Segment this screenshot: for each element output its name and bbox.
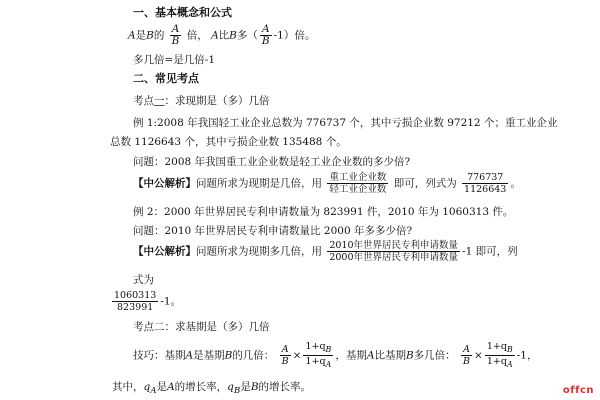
tip-formula: 技巧：基期A是基期B的几倍： $\frac{A}{B}$ × $\frac{1+q_B}{1+q_A}$ ，基期A比基期B多几倍： $\frac{A}{B}$ × $\frac{1+q_B}{1+q_A}$ -1，: [133, 341, 538, 369]
analysis-two-result: $\frac{1060313}{823991}$ -1。: [114, 290, 182, 313]
point-two-heading: 考点二：求基期是（多）几倍: [133, 321, 270, 333]
fraction-heavy-over-light: $\frac{\text{重工业企业数}}{\text{轻工业企业数}}$: [329, 172, 387, 195]
section-title-points: 二、常见考点: [133, 72, 199, 85]
fraction-a-over-b-2: $\frac{A}{B}$: [261, 23, 270, 47]
question-one: 问题：2008 年我国重工业企业数是轻工业企业数的多少倍?: [133, 156, 411, 168]
example-one-line1: 例 1:2008 年我国轻工业企业总数为 776737 个，其中亏损企业数 97212 个；重工业企业: [133, 117, 558, 129]
fraction-patent-2010-over-2000: $\frac{\text{2010年世界居民专利申请数量}}{\text{2000年世界居民专利申请数量}}$: [329, 240, 459, 263]
tip-fraction-a-b: $\frac{A}{B}$: [281, 343, 289, 367]
section-title-basic: 一、基本概念和公式: [133, 6, 232, 19]
point-one-heading: 考点一：求现期是（多）几倍: [133, 95, 270, 107]
tip-fraction-a-b-2: $\frac{A}{B}$: [463, 343, 470, 367]
example-one-line2: 总数 1126643 个，其中亏损企业数 135488 个。: [110, 136, 347, 148]
fraction-numbers-two: $\frac{1060313}{823991}$: [114, 290, 157, 313]
growth-rate-note: 其中，$q_A$是A的增长率，$q_B$是B的增长率。: [112, 381, 312, 397]
formula-more-times: 多几倍=是几倍-1: [133, 54, 216, 66]
offcn-logo: offcn: [562, 385, 594, 396]
fraction-numbers-one: $\frac{776737}{1126643}$: [464, 172, 507, 195]
question-two: 问题：2010 年世界居民专利申请数量比 2000 年多多少倍?: [133, 225, 413, 237]
analysis-two-line2: 式为: [133, 274, 154, 286]
tip-fraction-growth-2: $\frac{1+q_B}{1+q_A}$: [486, 341, 513, 369]
fraction-a-over-b: $\frac{A}{B}$: [171, 23, 180, 47]
formula-times-line: A是B的 $\frac{A}{B}$ 倍， A比B多（ $\frac{A}{B}$ -1）倍。: [128, 23, 316, 47]
analysis-one: 【中公解析】问题所求为现期是几倍，用 $\frac{\text{重工业企业数}}{\text{轻工业企业数}}$ 即可，列式为 $\frac{776737}{1126643}$ 。: [133, 172, 521, 195]
example-two: 例 2：2000 年世界居民专利申请数量为 823991 件，2010 年为 1060313 件。: [133, 206, 514, 218]
analysis-two: 【中公解析】问题所求为现期多几倍，用 $\frac{\text{2010年世界居民专利申请数量}}{\text{2000年世界居民专利申请数量}}$ -1 即可，列: [133, 240, 518, 263]
tip-fraction-growth: $\frac{1+q_B}{1+q_A}$: [305, 341, 332, 369]
